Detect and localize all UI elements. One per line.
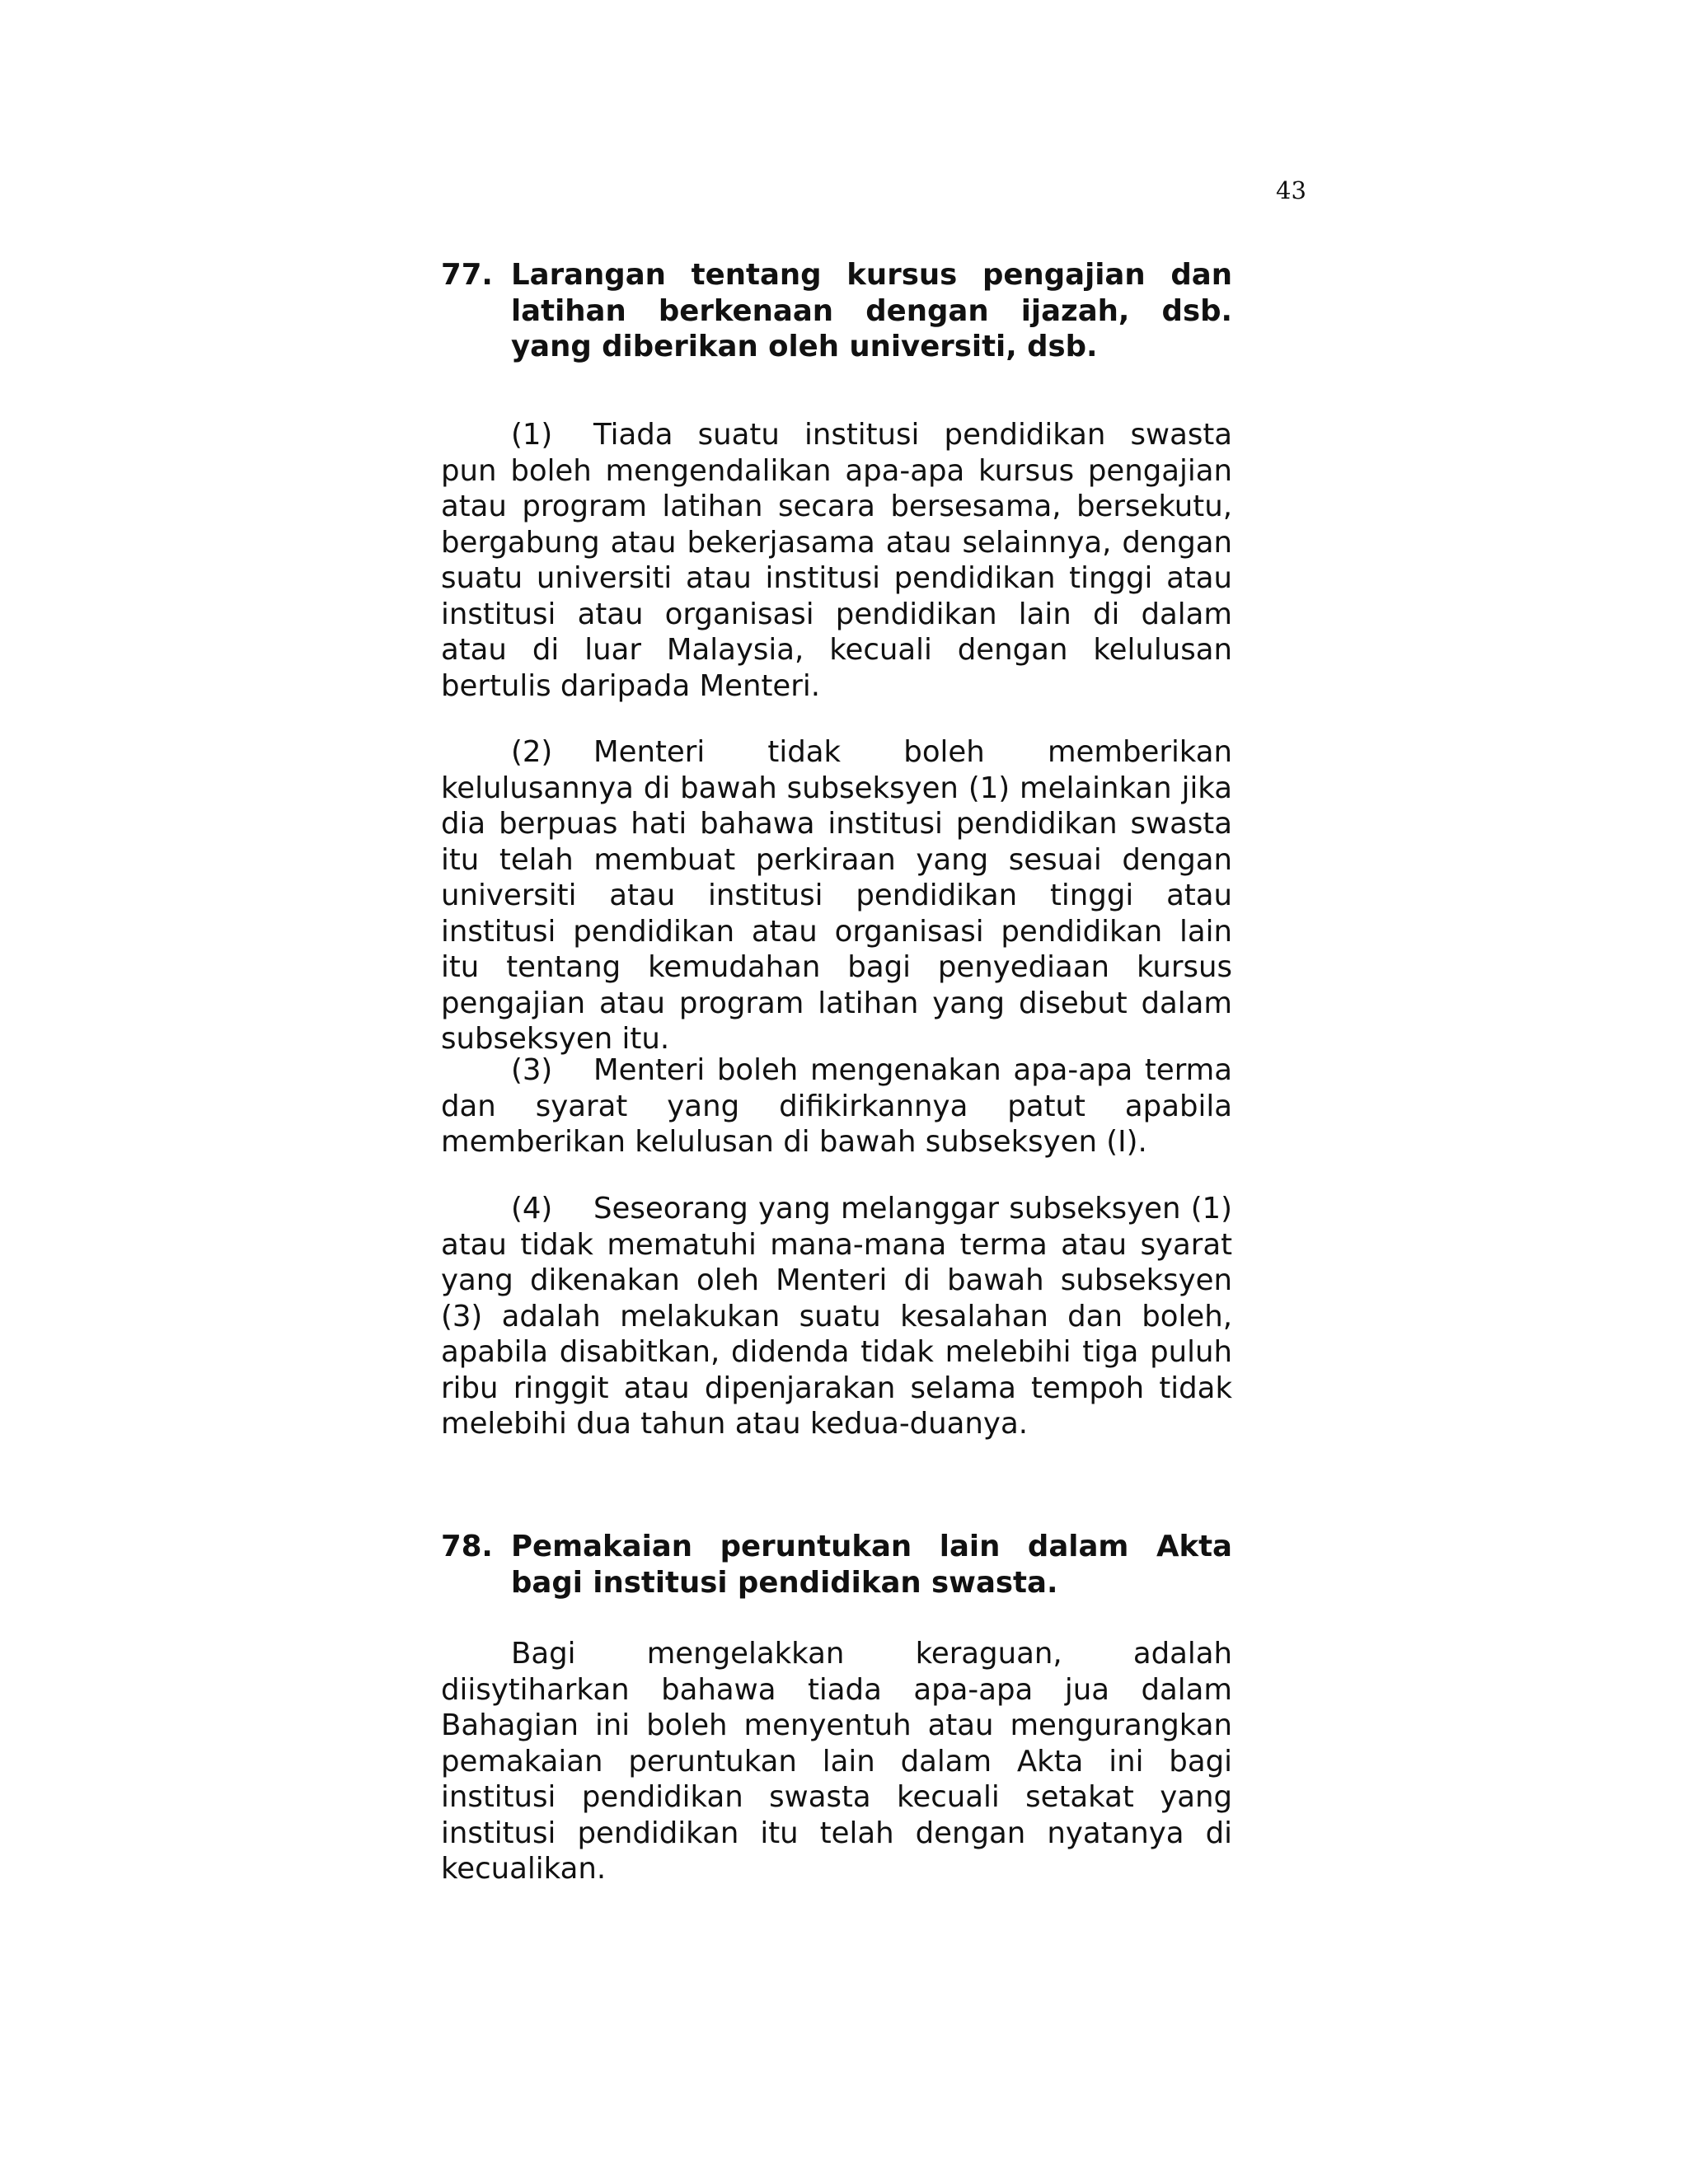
subsection-1 [441,417,1232,704]
subsection-2 [441,734,1232,1057]
section-78-paragraph: Bagi mengelakkan keraguan, adalah diisytiharkan bahawa tiada apa-apa jua dalam Bahagian ini boleh menyentuh atau mengurangkan pemakaian peruntukan lain dalam Akta ini bagi institusi pendidikan swasta kecuali setakat yang institusi pendidikan itu telah dengan nyatanya di kecualikan. [441,1637,1232,1886]
section-title: Larangan tentang kursus pengajian dan latihan berkenaan dengan ijazah, dsb. yang diberikan oleh universiti, dsb. [511,258,1232,363]
subsection-number: (1) [511,418,553,452]
subsection-text: Tiada suatu institusi pendidikan swasta pun boleh mengendalikan apa-apa kursus pengajian atau program latihan secara bersesama, bersekutu, bergabung atau bekerjasama atau selainnya, dengan suatu universiti atau institusi pendidikan tinggi atau institusi atau organisasi pendidikan lain di dalam atau di luar Malaysia, kecuali dengan kelulusan bertulis daripada Menteri. [441,418,1232,703]
section-title: Pemakaian peruntukan lain dalam Akta bagi institusi pendidikan swasta. [511,1530,1232,1600]
section-number: 77. [441,258,493,292]
section-77-heading [441,257,1232,365]
page-number: 43 [1276,176,1306,204]
subsection-3 [441,1052,1232,1160]
subsection-text: Menteri boleh mengenakan apa-apa terma dan syarat yang difikirkannya patut apabila memberikan kelulusan di bawah subseksyen (I). [441,1053,1232,1159]
subsection-text: Menteri tidak boleh memberikan kelulusannya di bawah subseksyen (1) melainkan jika dia berpuas hati bahawa institusi pendidikan swasta itu telah membuat perkiraan yang sesuai dengan universiti atau institusi pendidikan tinggi atau institusi pendidikan atau organisasi pendidikan lain itu tentang kemudahan bagi penyediaan kursus pengajian atau program latihan yang disebut dalam subseksyen itu. [441,735,1232,1056]
section-number: 78. [441,1530,493,1563]
section-78-heading [441,1529,1232,1601]
subsection-number: (4) [511,1192,553,1226]
subsection-number: (3) [511,1053,553,1087]
subsection-4 [441,1191,1232,1442]
subsection-number: (2) [511,735,553,769]
subsection-text: Seseorang yang melanggar subseksyen (1) atau tidak mematuhi mana-mana terma atau syarat yang dikenakan oleh Menteri di bawah subseksyen (3) adalah melakukan suatu kesalahan dan boleh, apabila disabitkan, didenda tidak melebihi tiga puluh ribu ringgit atau dipenjarakan selama tempoh tidak melebihi dua tahun atau kedua-duanya. [441,1192,1232,1441]
